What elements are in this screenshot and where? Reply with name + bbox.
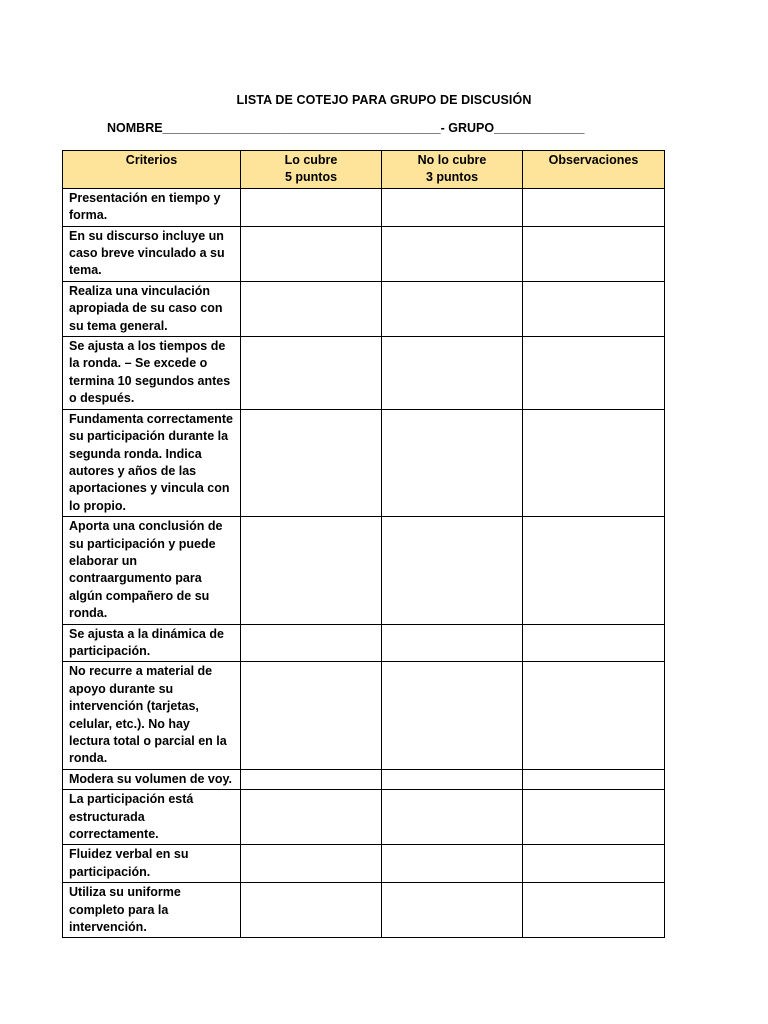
observaciones-cell[interactable] [523,883,665,938]
header-line2: 5 puntos [284,170,338,185]
no-lo-cubre-cell[interactable] [382,517,523,624]
observaciones-cell[interactable] [523,624,665,662]
lo-cubre-cell[interactable] [241,517,382,624]
observaciones-cell[interactable] [523,790,665,845]
lo-cubre-cell[interactable] [241,883,382,938]
lo-cubre-cell[interactable] [241,790,382,845]
header-observaciones [523,151,665,189]
no-lo-cubre-cell[interactable] [382,226,523,281]
observaciones-cell[interactable] [523,662,665,769]
observaciones-cell[interactable] [523,226,665,281]
header-line2: 3 puntos [425,170,479,185]
lo-cubre-cell[interactable] [241,337,382,410]
table-row [63,769,665,789]
no-lo-cubre-cell[interactable] [382,188,523,226]
table-row [63,845,665,883]
criterion-cell: Modera su volumen de voy. [63,769,241,789]
header-line1: No lo cubre [417,153,487,167]
lo-cubre-cell[interactable] [241,409,382,516]
lo-cubre-cell[interactable] [241,188,382,226]
lo-cubre-cell[interactable] [241,624,382,662]
criterion-cell: Fundamenta correctamente su participación durante la segunda ronda. Indica autores y años de las aportaciones y vincula con lo propio. [63,409,241,516]
criterion-cell: Presentación en tiempo y forma. [63,188,241,226]
table-row [63,883,665,938]
no-lo-cubre-cell[interactable] [382,624,523,662]
header-line1: Observaciones [548,153,639,167]
no-lo-cubre-cell[interactable] [382,337,523,410]
observaciones-cell[interactable] [523,281,665,336]
criterion-cell: Fluidez verbal en su participación. [63,845,241,883]
observaciones-cell[interactable] [523,409,665,516]
header-line1: Lo cubre [284,153,338,167]
lo-cubre-cell[interactable] [241,845,382,883]
no-lo-cubre-cell[interactable] [382,883,523,938]
table-row [63,662,665,769]
header-line1: Criterios [125,153,178,167]
no-lo-cubre-cell[interactable] [382,662,523,769]
lo-cubre-cell[interactable] [241,281,382,336]
criterion-cell: Aporta una conclusión de su participación y puede elaborar un contraargumento para algún compañero de su ronda. [63,517,241,624]
table-row [63,226,665,281]
table-row [63,188,665,226]
checklist-table [62,150,665,938]
criterion-cell: En su discurso incluye un caso breve vinculado a su tema. [63,226,241,281]
header-no-lo-cubre [382,151,523,189]
table-row [63,790,665,845]
no-lo-cubre-cell[interactable] [382,790,523,845]
document-title: LISTA DE COTEJO PARA GRUPO DE DISCUSIÓN [236,93,532,107]
observaciones-cell[interactable] [523,769,665,789]
no-lo-cubre-cell[interactable] [382,769,523,789]
lo-cubre-cell[interactable] [241,226,382,281]
table-header-row [63,151,665,189]
header-lo-cubre [241,151,382,189]
no-lo-cubre-cell[interactable] [382,281,523,336]
no-lo-cubre-cell[interactable] [382,409,523,516]
criterion-cell: La participación está estructurada correctamente. [63,790,241,845]
table-row [63,281,665,336]
criterion-cell: Utiliza su uniforme completo para la intervención. [63,883,241,938]
observaciones-cell[interactable] [523,517,665,624]
criterion-cell: Realiza una vinculación apropiada de su caso con su tema general. [63,281,241,336]
table-row [63,337,665,410]
observaciones-cell[interactable] [523,188,665,226]
table-row [63,624,665,662]
observaciones-cell[interactable] [523,845,665,883]
no-lo-cubre-cell[interactable] [382,845,523,883]
table-row [63,409,665,516]
lo-cubre-cell[interactable] [241,769,382,789]
lo-cubre-cell[interactable] [241,662,382,769]
observaciones-cell[interactable] [523,337,665,410]
criterion-cell: Se ajusta a los tiempos de la ronda. – Se excede o termina 10 segundos antes o después. [63,337,241,410]
header-criterios [63,151,241,189]
table-row [63,517,665,624]
criterion-cell: No recurre a material de apoyo durante su intervención (tarjetas, celular, etc.). No hay lectura total o parcial en la ronda. [63,662,241,769]
criterion-cell: Se ajusta a la dinámica de participación. [63,624,241,662]
name-group-line: NOMBRE________________________________________- GRUPO_____________ [107,121,585,135]
